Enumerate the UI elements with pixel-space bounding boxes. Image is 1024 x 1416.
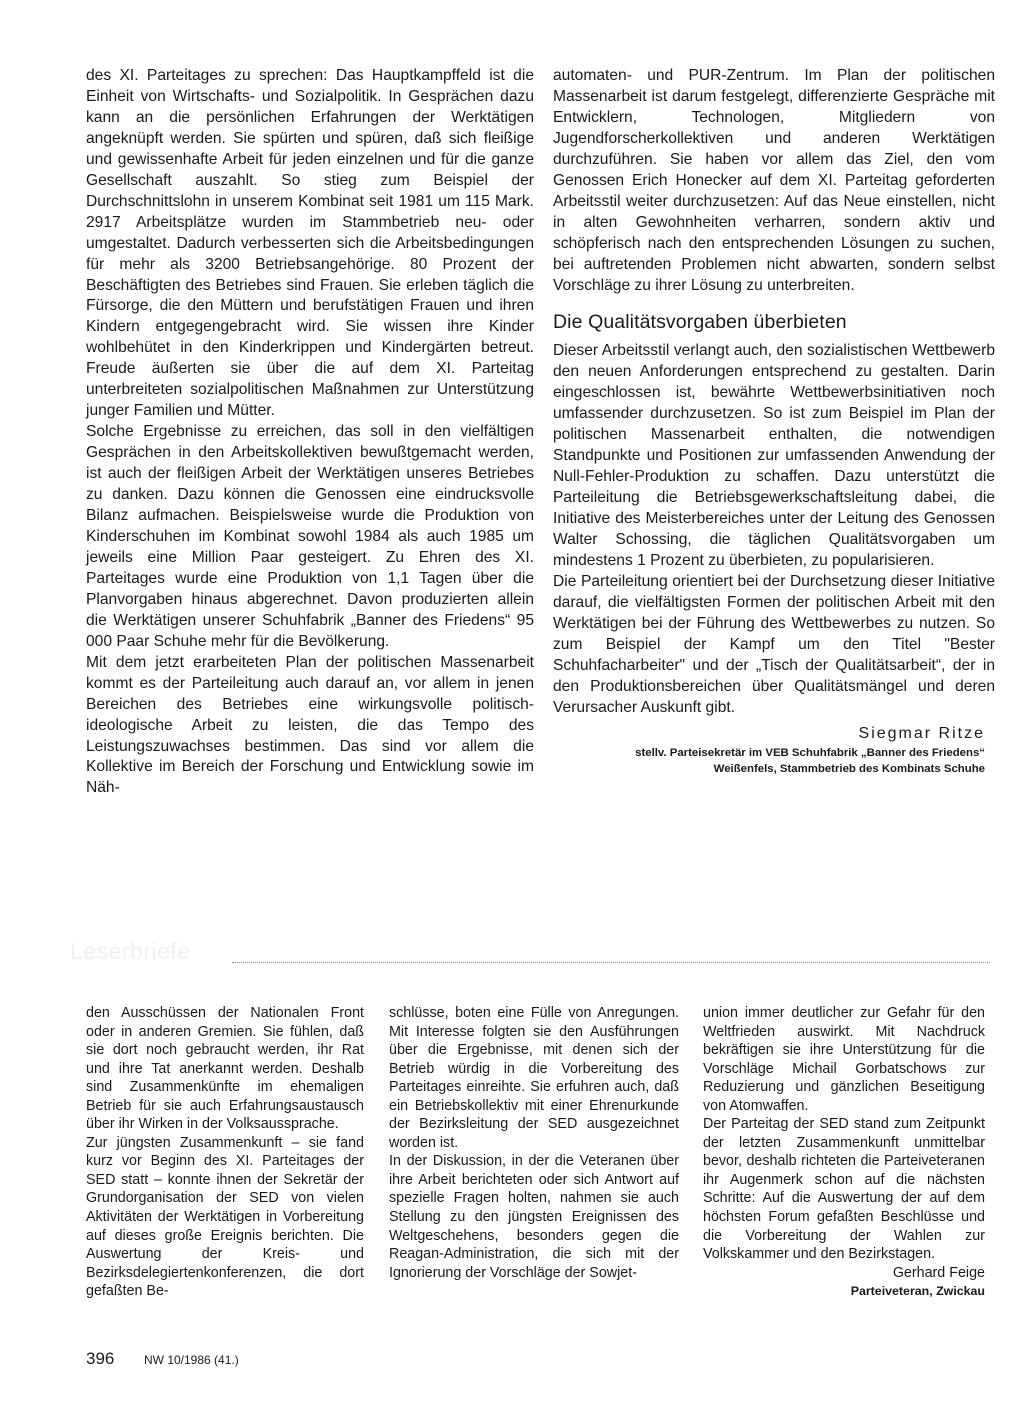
letter-paragraph: Zur jüngsten Zusammenkunft – sie fand kurz vor Beginn des XI. Parteitages der SED statt – konnte ihnen der Sekretär der Grundorganisation der SED von vielen Aktivitäten der Werktätigen in Vorbereitung auf dieses große Ereignis berichten. Die Auswertung der Kreis- und Bezirksdelegiertenkonferenzen, die dort gefaßten Be- [86, 1134, 364, 1300]
article-paragraph: Solche Ergebnisse zu erreichen, das soll in den vielfältigen Gesprächen in den Arbeitskollektiven bewußtgemacht werden, ist auch der fleißigen Arbeit der Werktätigen unseres Betriebes zu danken. Dazu können die Genossen eine eindrucksvolle Bilanz aufmachen. Beispielsweise wurde die Produktion von Kinderschuhen im Kombinat sowohl 1984 als auch 1985 um jeweils eine Million Paar gesteigert. Zu Ehren des XI. Parteitages wurde eine Produktion von 1,1 Tagen über die Planvorgaben hinaus abgerechnet. Davon produzierten allein die Werktätigen unserer Schuhfabrik „Banner des Friedens“ 95 000 Paar Schuhe mehr für die Bevölkerung. [86, 423, 534, 650]
letter-paragraph: Der Parteitag der SED stand zum Zeitpunkt der letzten Zusammenkunft unmittelbar bevor, deshalb richteten die Parteiveteranen ihr Augenmerk schon auf die nächsten Schritte: Auf die Auswertung der auf dem höchsten Forum gefaßten Beschlüsse und die Vorbereitung der Wahlen zur Volkskammer und den Bezirkstagen. [703, 1116, 985, 1263]
letter-paragraph: den Ausschüssen der Nationalen Front oder in anderen Gremien. Sie fühlen, daß sie dort noch gebraucht werden, ihr Rat und ihre Tat anerkannt werden. Deshalb sind Zusammenkünfte im ehemaligen Betrieb für sie auch Erfahrungsaustausch über ihr Wirken in der Volksaussprache. [86, 1005, 364, 1133]
article-column-right [553, 66, 995, 776]
page-number: 396 [86, 1349, 115, 1368]
page-footer [86, 1350, 239, 1369]
letter-column-2 [389, 1004, 679, 1282]
letter-paragraph: union immer deutlicher zur Gefahr für den Weltfrieden auswirkt. Mit Nachdruck bekräftigen sie ihre Unterstützung für die Vorschläge Michail Gorbatschows zur Reduzierung und gänzlichen Beseitigung von Atomwaffen. [703, 1005, 985, 1114]
article-paragraph: Mit dem jetzt erarbeiteten Plan der politischen Massenarbeit kommt es der Parteileitung auch darauf an, vor allem in jenen Bereichen des Betriebes eine wirkungsvolle politisch-ideologische Arbeit zu leisten, die das Tempo des Leistungszuwachses bestimmen. Das sind vor allem die Kollektive im Bereich der Forschung und Entwicklung sowie im Näh- [86, 653, 534, 797]
letter-column-1 [86, 1004, 364, 1301]
section-label-letters: Leserbriefe [70, 938, 191, 964]
article-paragraph: automaten- und PUR-Zentrum. Im Plan der politischen Massenarbeit ist darum festgelegt, differenzierte Gespräche mit Entwicklern, Technologen, Mitgliedern von Jugendforscherkollektiven und anderen Werktätigen durchzuführen. Sie haben vor allem das Ziel, den vom Genossen Erich Honecker auf dem XI. Parteitag geforderten Arbeitsstil weiter durchzusetzen: Auf das Neue einstellen, nicht in alten Gewohnheiten verharren, sondern aktiv und schöpferisch nach den entsprechenden Lösungen zu suchen, bei auftretenden Problemen nicht abwarten, sondern selbst Vorschläge zu ihrer Lösung zu unterbreiten. [553, 67, 995, 294]
article-subheading: Die Qualitätsvorgaben überbieten [553, 311, 847, 334]
letter-column-3 [703, 1004, 985, 1300]
article-paragraph: Dieser Arbeitsstil verlangt auch, den sozialistischen Wettbewerb den neuen Anforderungen entsprechend zu gestalten. Darin eingeschlossen ist, bewährte Wettbewerbsinitiativen noch umfassender durchzusetzen. So ist zum Beispiel im Plan der politischen Massenarbeit enthalten, die notwendigen Standpunkte und Positionen zur umfassenden Anwendung der Null-Fehler-Produktion zu schaffen. Dazu unterstützt die Parteileitung die Betriebsgewerkschaftsleitung dabei, die Initiative des Meisterbereiches unter der Leitung des Genossen Walter Schossing, die täglichen Qualitätsvorgaben um mindestens 1 Prozent zu überbieten, zu popularisieren. [553, 342, 995, 570]
article-author-location: Weißenfels, Stammbetrieb des Kombinats Schuhe [713, 762, 985, 775]
article-paragraph: des XI. Parteitages zu sprechen: Das Hauptkampffeld ist die Einheit von Wirtschafts- und Sozialpolitik. In Gesprächen dazu kann an die persönlichen Erfahrungen der Werktätigen angeknüpft werden. Sie spürten und spüren, daß sich fleißige und gewissenhafte Arbeit für jeden einzelnen und für die ganze Gesellschaft auszahlt. So stieg zum Beispiel der Durchschnittslohn in unserem Kombinat seit 1981 um 115 Mark. 2917 Arbeitsplätze wurden im Stammbetrieb neu- oder umgestaltet. Dadurch verbesserten sich die Arbeitsbedingungen für mehr als 3200 Betriebsangehörige. 80 Prozent der Beschäftigten des Betriebes sind Frauen. Sie erleben täglich die Fürsorge, die den Müttern und berufstätigen Frauen und ihren Kindern entgegengebracht wird. Sie wissen ihre Kinder wohlbehütet in den Kinderkrippen und Kindergärten betreut. Freude äußerten sie über die auf dem XI. Parteitag unterbreiteten sozialpolitischen Maßnahmen zur Unterstützung junger Familien und Mütter. [86, 67, 534, 420]
issue-label: NW 10/1986 (41.) [144, 1353, 239, 1367]
article-paragraph: Die Parteileitung orientiert bei der Durchsetzung dieser Initiative darauf, die vielfältigsten Formen der politischen Arbeit mit den Werktätigen bei der Führung des Wettbewerbes zu nutzen. So zum Beispiel der Kampf um den Titel "Bester Schuhfacharbeiter" und der „Tisch der Qualitätsarbeit“, der in den Produktionsbereichen über Qualitätsmängel und deren Verursacher Auskunft gibt. [553, 572, 995, 716]
letter-author-role: Parteiveteran, Zwickau [850, 1284, 985, 1299]
section-divider [232, 962, 990, 963]
letter-paragraph: schlüsse, boten eine Fülle von Anregungen. Mit Interesse folgten sie den Ausführungen über die Ergebnisse, mit denen sich der Betrieb würdig in die Vorbereitung des Parteitages einreihte. Sie erfuhren auch, daß ein Betriebskollektiv mit einer Ehrenurkunde der Bezirksleitung der SED ausgezeichnet worden ist. [389, 1005, 679, 1151]
letter-author: Gerhard Feige [892, 1264, 985, 1281]
article-author: Siegmar Ritze [858, 724, 985, 742]
article-column-left [86, 66, 534, 799]
article-author-role: stellv. Parteisekretär im VEB Schuhfabrik „Banner des Friedens“ [635, 746, 985, 759]
letter-paragraph: In der Diskussion, in der die Veteranen über ihre Arbeit berichteten oder sich Antwort auf spezielle Fragen holten, nahmen sie auch Stellung zu den jüngsten Ereignissen des Weltgeschehens, besonders gegen die Reagan-Administration, die sich mit der Ignorierung der Vorschläge der Sowjet- [389, 1153, 679, 1281]
